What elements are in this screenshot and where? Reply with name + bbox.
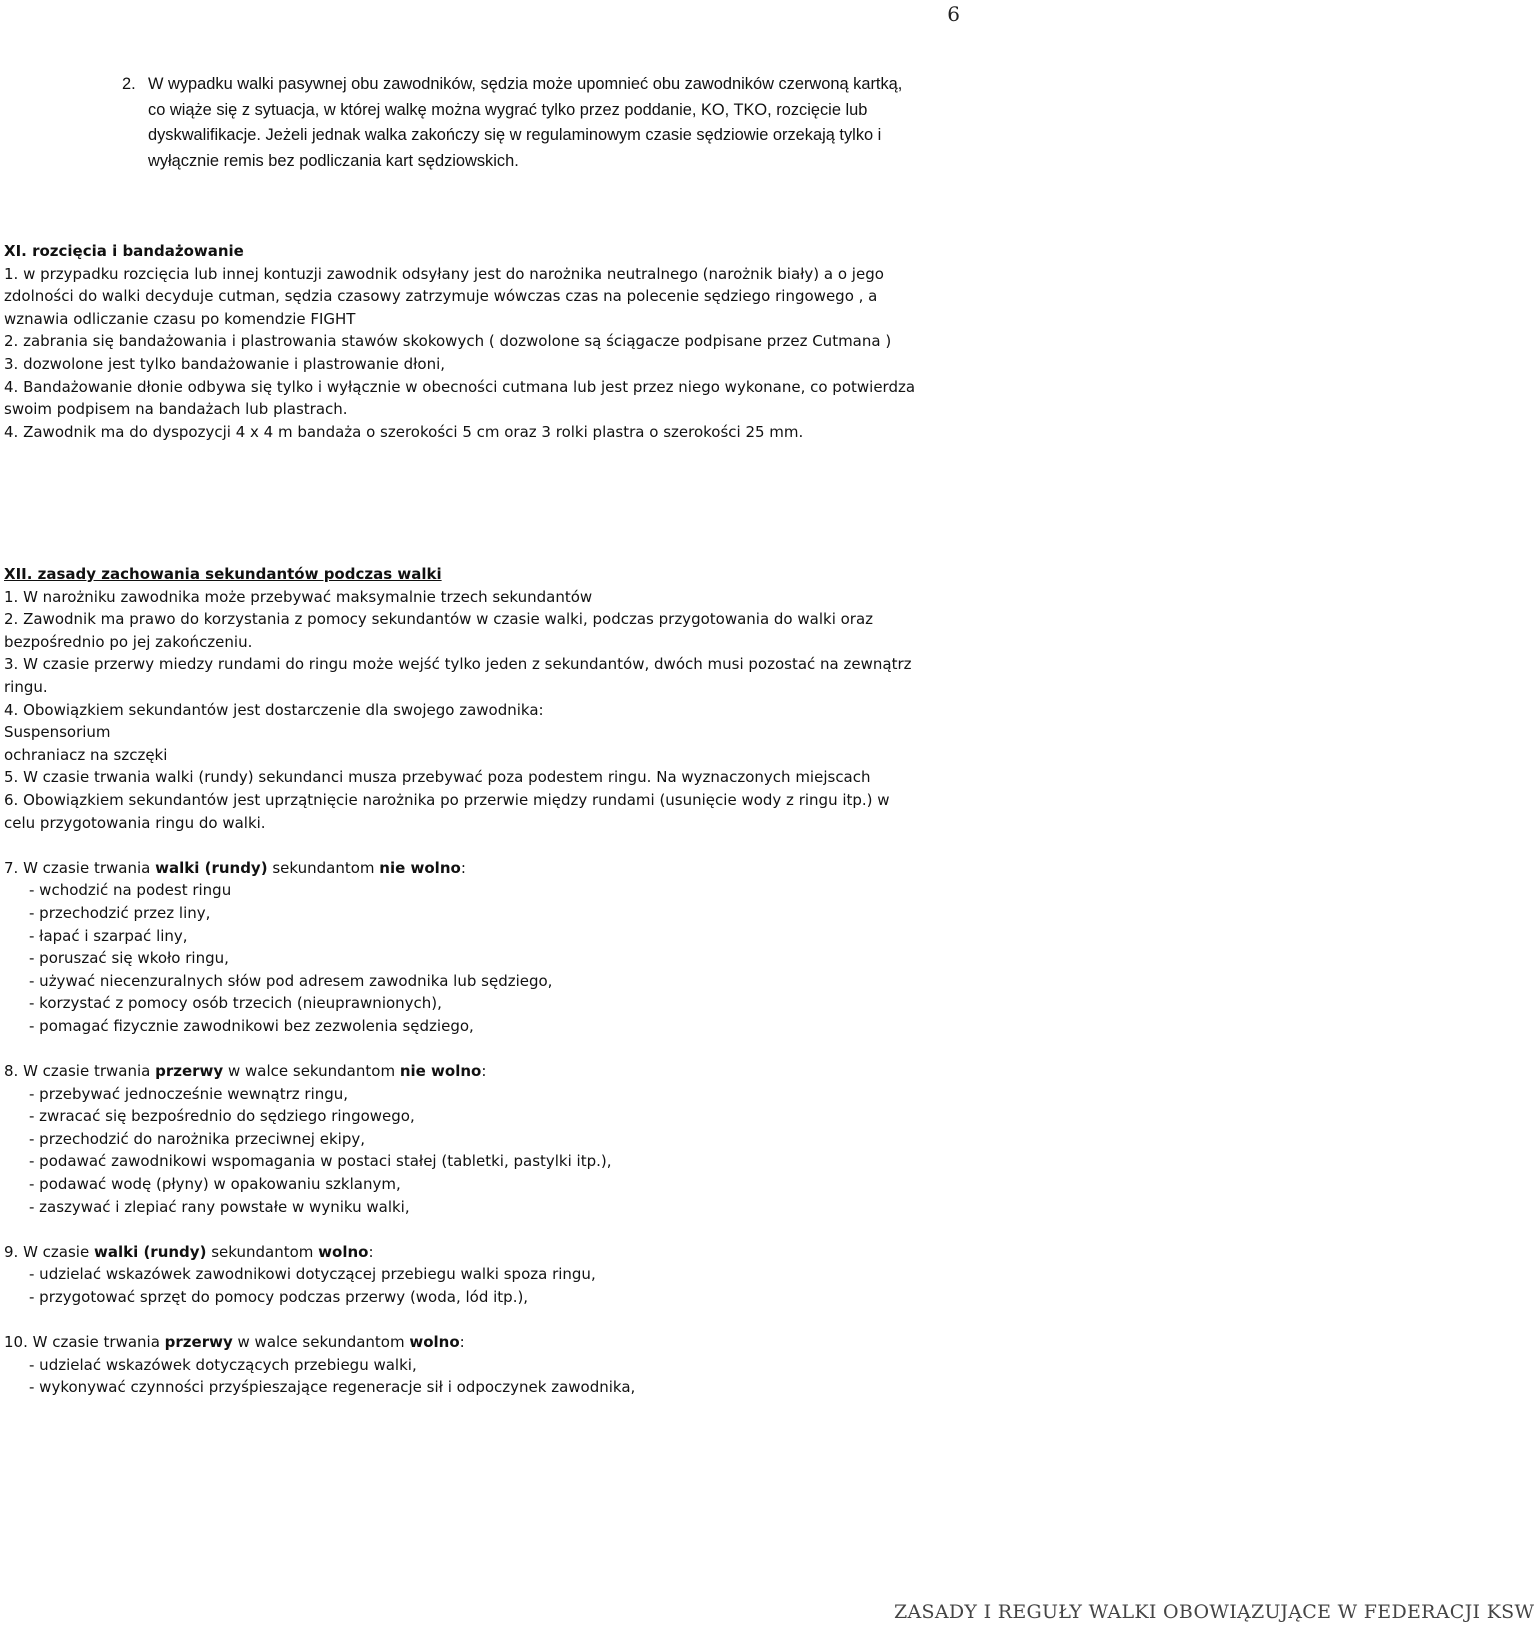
section-xi-item-2: 2. zabrania się bandażowania i plastrowania stawów skokowych ( dozwolone są ściągacze podpisane przez Cutmana ): [4, 332, 892, 351]
section-xii-item-5: 5. W czasie trwania walki (rundy) sekundanci musza przebywać poza podestem ringu. Na wyznaczonych miejscach: [4, 768, 871, 787]
list-item: - korzystać z pomocy osób trzecich (nieuprawnionych),: [29, 994, 442, 1013]
section-xi-heading: XI. rozcięcia i bandażowanie: [4, 242, 244, 260]
section-xi-item-1: 1. w przypadku rozcięcia lub innej kontuzji zawodnik odsyłany jest do narożnika neutralnego (narożnik biały) a o jego zdolności do walki decyduje cutman, sędzia czasowy zatrzymuje wówczas czas na polecenie sędziego ringowego , a wznawia odliczanie czasu po komendzie FIGHT: [4, 264, 884, 328]
intro-paragraph: [122, 72, 922, 174]
section-xii-item-1: 1. W narożniku zawodnika może przebywać maksymalnie trzech sekundantów: [4, 587, 593, 606]
section-xi-item-4b: 4. Zawodnik ma do dyspozycji 4 x 4 m bandaża o szerokości 5 cm oraz 3 rolki plastra o szerokości 25 mm.: [4, 422, 804, 441]
section-xii-item-3: 3. W czasie przerwy miedzy rundami do ringu może wejść tylko jeden z sekundantów, dwóch musi pozostać na zewnątrz ringu.: [4, 655, 912, 696]
section-xii-item-10: 10. W czasie trwania przerwy w walce sekundantom wolno:: [4, 1333, 465, 1352]
section-xii-item-4-suspensorium: Suspensorium: [4, 723, 111, 742]
list-item: - używać niecenzuralnych słów pod adresem zawodnika lub sędziego,: [29, 971, 553, 990]
section-xii: [4, 563, 924, 1399]
section-xii-item-6: 6. Obowiązkiem sekundantów jest uprzątnięcie narożnika po przerwie między rundami (usunięcie wody z ringu itp.) w celu przygotowania ringu do walki.: [4, 790, 890, 832]
section-xii-item-7: 7. W czasie trwania walki (rundy) sekundantom nie wolno:: [4, 858, 466, 877]
list-item: - zaszywać i zlepiać rany powstałe w wyniku walki,: [29, 1197, 410, 1216]
list-item: - przechodzić do narożnika przeciwnej ekipy,: [29, 1129, 365, 1148]
section-xii-item-2: 2. Zawodnik ma prawo do korzystania z pomocy sekundantów w czasie walki, podczas przygotowania do walki oraz bezpośrednio po jej zakończeniu.: [4, 610, 874, 651]
list-item: - przebywać jednocześnie wewnątrz ringu,: [29, 1084, 349, 1103]
intro-text: W wypadku walki pasywnej obu zawodników, sędzia może upomnieć obu zawodników czerwoną kartką, co wiąże się z sytuacja, w której walkę można wygrać tylko przez poddanie, KO, TKO, rozcięcie lub dyskwalifikacje. Jeżeli jednak walka zakończy się w regulaminowym czasie sędziowie orzekają tylko i wyłącznie remis bez podliczania kart sędziowskich.: [148, 75, 903, 170]
list-item: - podawać wodę (płyny) w opakowaniu szklanym,: [29, 1175, 401, 1194]
list-item: - podawać zawodnikowi wspomagania w postaci stałej (tabletki, pastylki itp.),: [29, 1152, 612, 1171]
list-item: - wchodzić na podest ringu: [29, 881, 232, 900]
section-xii-item-8: 8. W czasie trwania przerwy w walce sekundantom nie wolno:: [4, 1062, 487, 1081]
list-item: - przechodzić przez liny,: [29, 903, 211, 922]
section-xii-heading: XII. zasady zachowania sekundantów podczas walki: [4, 565, 442, 583]
section-xii-item-4: 4. Obowiązkiem sekundantów jest dostarczenie dla swojego zawodnika:: [4, 700, 544, 719]
list-item: - wykonywać czynności przyśpieszające regeneracje sił i odpoczynek zawodnika,: [29, 1378, 636, 1397]
list-item: - łapać i szarpać liny,: [29, 926, 188, 945]
list-item: - przygotować sprzęt do pomocy podczas przerwy (woda, lód itp.),: [29, 1288, 529, 1306]
page-footer: ZASADY I REGUŁY WALKI OBOWIĄZUJĄCE W FEDERACJI KSW: [894, 1601, 1534, 1623]
list-item: - udzielać wskazówek dotyczących przebiegu walki,: [29, 1355, 417, 1374]
section-xii-item-9: 9. W czasie walki (rundy) sekundantom wolno:: [4, 1242, 374, 1261]
section-xii-item-4-mouthguard: ochraniacz na szczęki: [4, 745, 168, 764]
page-number: 6: [947, 2, 960, 26]
list-item: - zwracać się bezpośrednio do sędziego ringowego,: [29, 1107, 415, 1126]
section-xi-item-4: 4. Bandażowanie dłonie odbywa się tylko i wyłącznie w obecności cutmana lub jest przez niego wykonane, co potwierdza swoim podpisem na bandażach lub plastrach.: [4, 377, 916, 419]
list-item: - poruszać się wkoło ringu,: [29, 949, 229, 968]
section-xi-item-3: 3. dozwolone jest tylko bandażowanie i plastrowanie dłoni,: [4, 354, 446, 373]
list-item: - udzielać wskazówek zawodnikowi dotyczącej przebiegu walki spoza ringu,: [29, 1265, 596, 1284]
intro-number: 2.: [122, 75, 136, 93]
section-xi: [4, 240, 924, 443]
list-item: - pomagać fizycznie zawodnikowi bez zezwolenia sędziego,: [29, 1016, 474, 1035]
